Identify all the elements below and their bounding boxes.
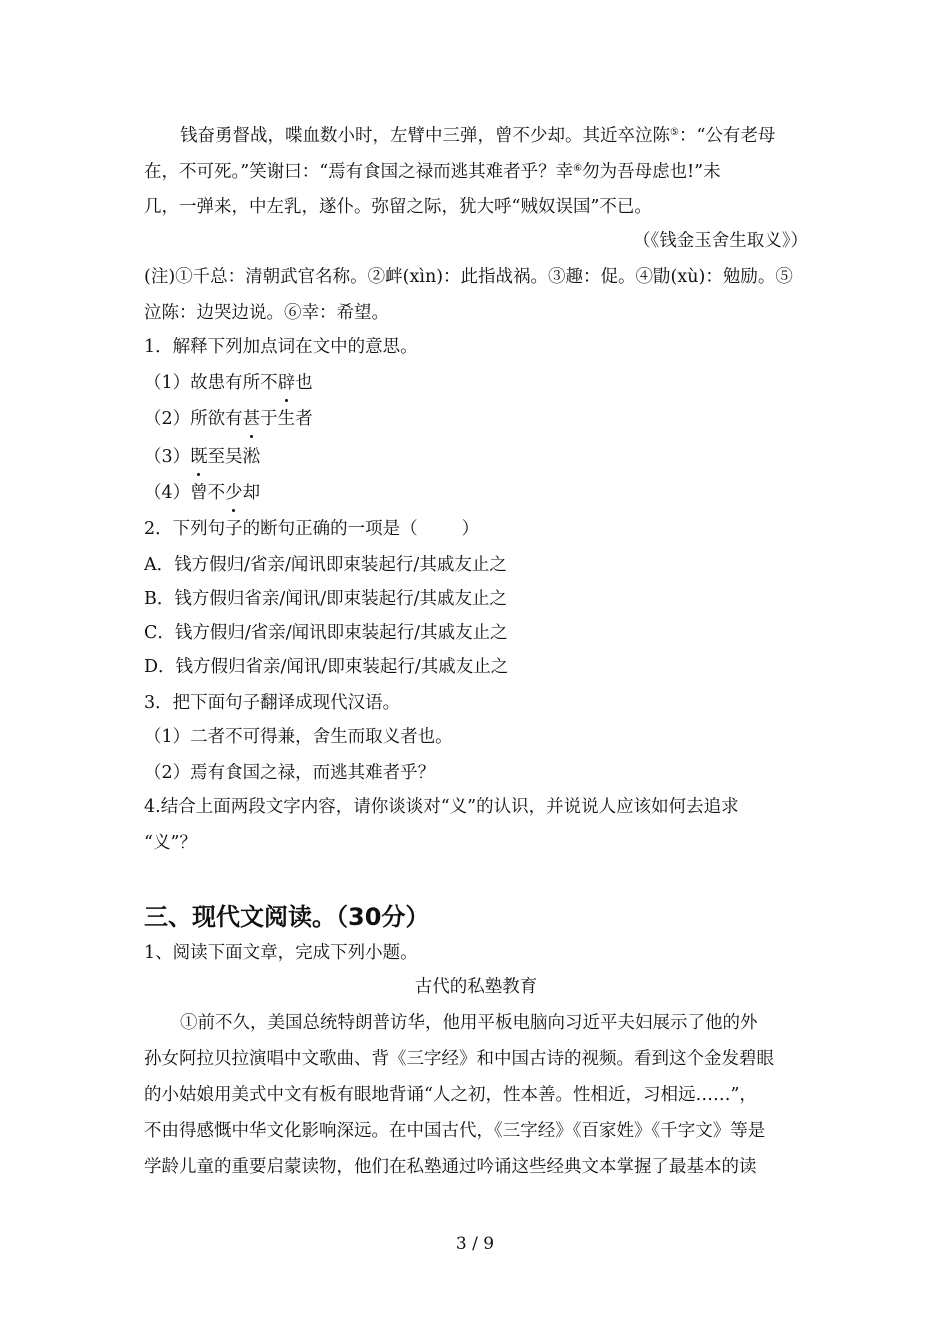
question-3-item: （1）二者不可得兼，舍生而取义者也。 bbox=[144, 727, 453, 747]
text: 在，不可死。”笑谢曰：“焉有食国之禄而逃其难者乎？幸 bbox=[144, 162, 574, 182]
text: 却 bbox=[242, 483, 261, 503]
article-line: 的小姑娘用美式中文有板有眼地背诵“人之初，性本善。性相近，习相远……”， bbox=[144, 1085, 757, 1105]
article-line: 孙女阿拉贝拉演唱中文歌曲、背《三字经》和中国古诗的视频。看到这个金发碧眼 bbox=[144, 1049, 774, 1069]
article-line: 学龄儿童的重要启蒙读物，他们在私塾通过吟诵这些经典文本掌握了最基本的读 bbox=[144, 1157, 757, 1177]
text: （3） bbox=[144, 447, 191, 467]
text: 2．下列句子的断句正确的一项是（ bbox=[144, 519, 418, 539]
article-line: 不由得感慨中华文化影响深远。在中国古代，《三字经》《百家姓》《千字文》等是 bbox=[144, 1121, 766, 1141]
text: （2）所欲有 bbox=[144, 409, 243, 429]
question-2-option: A．钱方假归/省亲/闻讯即束装起行/其戚友止之 bbox=[144, 555, 507, 575]
article-title: 古代的私塾教育 bbox=[414, 977, 538, 997]
question-1-stem: 1．解释下列加点词在文中的意思。 bbox=[144, 337, 418, 357]
text: ） bbox=[461, 519, 480, 539]
section-intro: 1、阅读下面文章，完成下列小题。 bbox=[144, 943, 418, 963]
question-4-line: 4.结合上面两段文字内容，请你谈谈对“义”的认识，并说说人应该如何去追求 bbox=[144, 797, 739, 817]
text: 于生者 bbox=[260, 409, 313, 429]
article-line: ①前不久，美国总统特朗普访华，他用平板电脑向习近平夫妇展示了他的外 bbox=[180, 1013, 758, 1033]
question-2-option: C．钱方假归/省亲/闻讯即束装起行/其戚友止之 bbox=[144, 623, 508, 643]
footnote-mark: ⑥ bbox=[573, 163, 583, 174]
dotted-word: 辟 bbox=[278, 366, 296, 400]
passage-source: （《钱金玉舍生取义》） bbox=[633, 231, 808, 251]
passage-line: 几，一弹来，中左乳，遂仆。弥留之际，犹大呼“贼奴误国”不已。 bbox=[144, 197, 652, 217]
dotted-word: 既 bbox=[190, 440, 208, 474]
question-1-item bbox=[144, 476, 808, 510]
section-heading: 三、现代文阅读。（30分） bbox=[144, 903, 430, 931]
question-2-option: B．钱方假归省亲/闻讯/即束装起行/其戚友止之 bbox=[144, 589, 508, 609]
text: （4）曾不 bbox=[144, 483, 226, 503]
text: （1）故患有所不 bbox=[144, 373, 278, 393]
question-1-item bbox=[144, 366, 808, 400]
text: 勿为吾母虑也!”未 bbox=[582, 162, 721, 182]
passage-line: 钱奋勇督战，喋血数小时，左臂中三弹，曾不少却。其近卒泣陈⑤：“公有老母 bbox=[180, 126, 776, 146]
text: 钱奋勇督战，喋血数小时，左臂中三弹，曾不少却。其近卒泣陈 bbox=[180, 126, 670, 146]
question-1-item bbox=[144, 440, 808, 474]
question-3-stem: 3．把下面句子翻译成现代汉语。 bbox=[144, 693, 401, 713]
question-1-item bbox=[144, 402, 808, 436]
annotation-line: (注)①千总：清朝武官名称。②衅(xìn)：此指战祸。③趣：促。④勖(xù)：勉励。⑤ bbox=[144, 267, 793, 287]
text: 至吴淞 bbox=[207, 447, 261, 467]
question-2-option: D．钱方假归省亲/闻讯/即束装起行/其戚友止之 bbox=[144, 657, 509, 677]
page-number: 3 / 9 bbox=[455, 1234, 495, 1254]
question-4-line: “义”？ bbox=[144, 833, 197, 853]
question-3-item: （2）焉有食国之禄，而逃其难者乎？ bbox=[144, 763, 436, 783]
text: 也 bbox=[295, 373, 313, 393]
question-2-stem bbox=[144, 512, 808, 546]
passage-line bbox=[144, 152, 808, 189]
dotted-word: 甚 bbox=[243, 402, 261, 436]
dotted-word: 少 bbox=[225, 476, 243, 510]
footnote-mark: ⑤ bbox=[670, 127, 679, 138]
text: “公有老母 bbox=[696, 126, 776, 146]
annotation-line: 泣陈：边哭边说。⑥幸：希望。 bbox=[144, 303, 389, 323]
